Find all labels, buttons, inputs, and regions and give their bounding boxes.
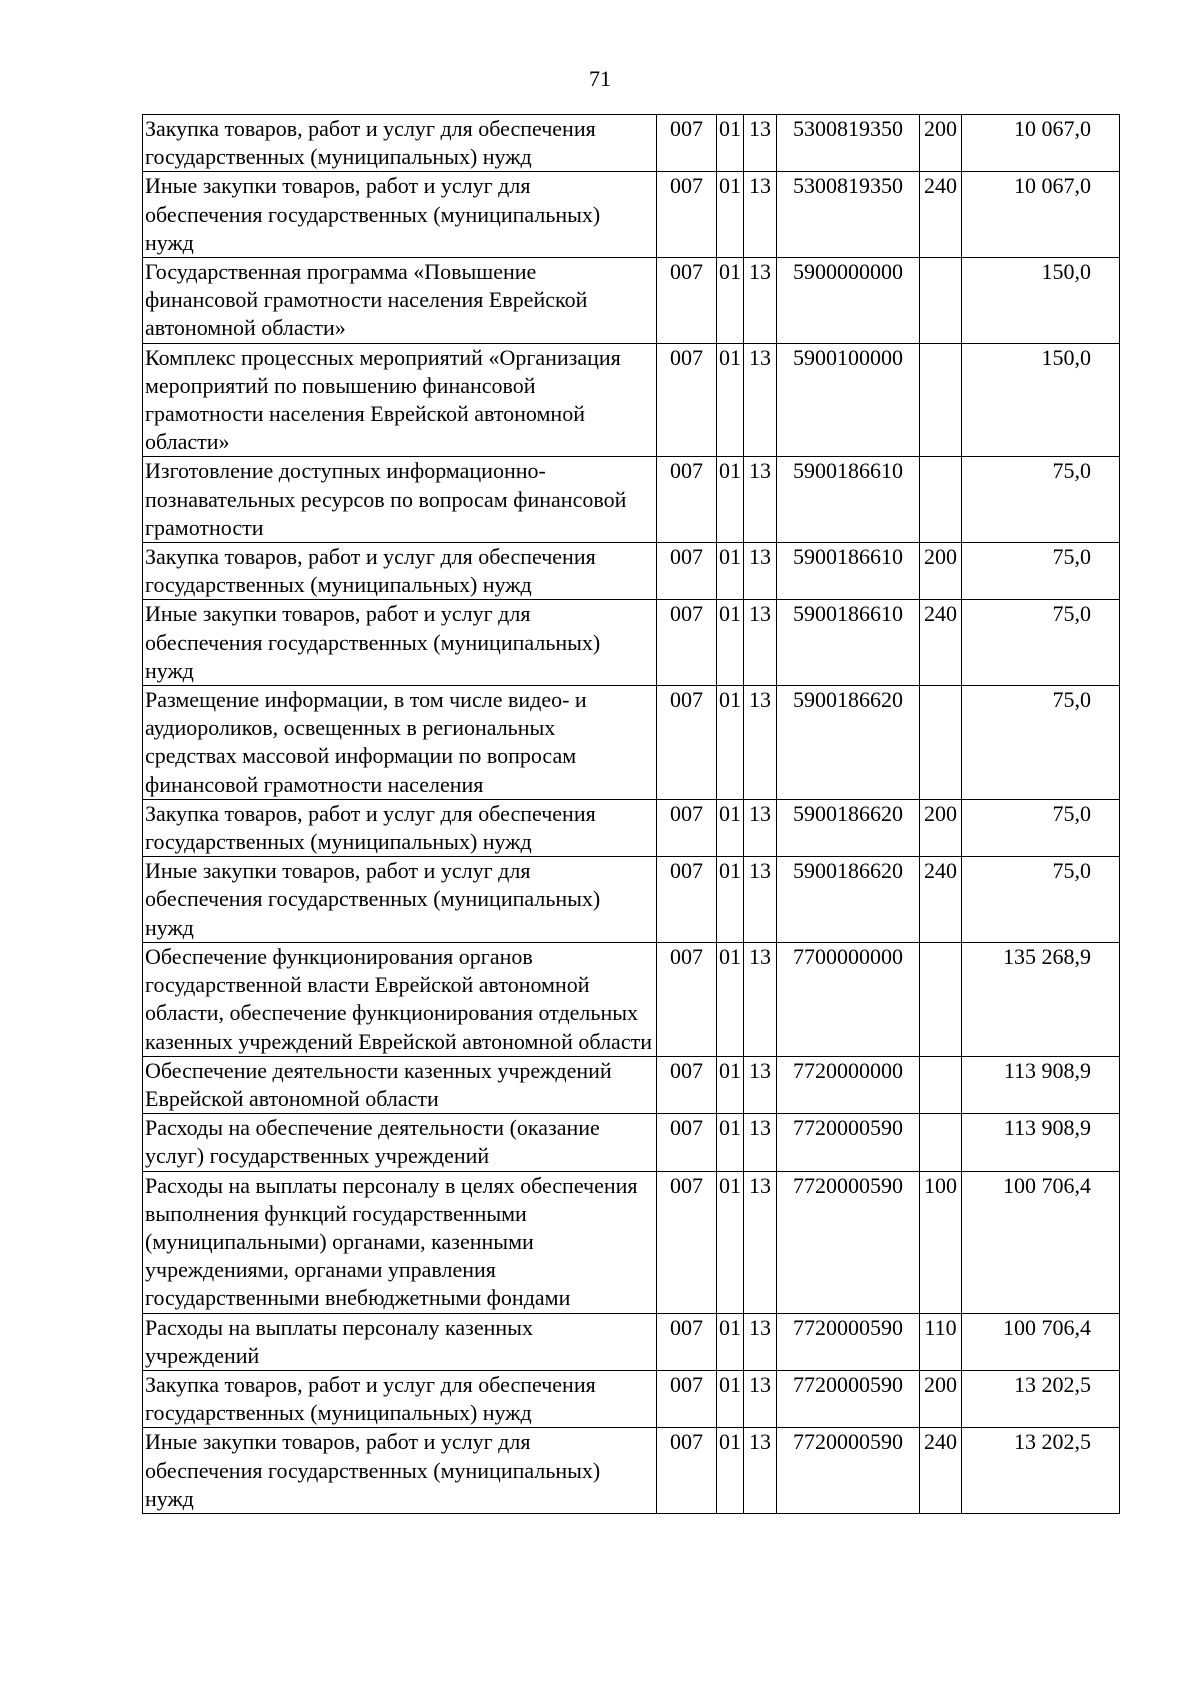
row-name-cell: Иные закупки товаров, работ и услуг для обеспечения государственных (муниципальных) нужд (143, 172, 657, 258)
row-subsection-cell: 13 (744, 543, 777, 600)
table-row (143, 457, 1120, 543)
table-row (143, 799, 1120, 856)
row-expense-type-cell (920, 1056, 962, 1113)
row-expense-type-cell: 200 (920, 799, 962, 856)
row-section-cell: 01 (717, 115, 744, 172)
row-admin-code-cell: 007 (657, 799, 717, 856)
row-amount-cell: 100 706,4 (962, 1171, 1120, 1313)
row-target-article-cell: 5900000000 (777, 258, 920, 344)
row-target-article-cell: 7720000000 (777, 1056, 920, 1113)
row-admin-code-cell: 007 (657, 942, 717, 1056)
row-admin-code-cell: 007 (657, 1370, 717, 1427)
row-section-cell: 01 (717, 172, 744, 258)
row-name-cell: Обеспечение деятельности казенных учреждений Еврейской автономной области (143, 1056, 657, 1113)
row-expense-type-cell: 240 (920, 1428, 962, 1514)
row-amount-cell: 135 268,9 (962, 942, 1120, 1056)
row-subsection-cell: 13 (744, 942, 777, 1056)
row-subsection-cell: 13 (744, 1313, 777, 1370)
row-name-cell: Иные закупки товаров, работ и услуг для обеспечения государственных (муниципальных) нужд (143, 600, 657, 686)
row-amount-cell: 75,0 (962, 799, 1120, 856)
row-section-cell: 01 (717, 1370, 744, 1427)
row-section-cell: 01 (717, 799, 744, 856)
row-admin-code-cell: 007 (657, 1171, 717, 1313)
row-subsection-cell: 13 (744, 258, 777, 344)
table-row (143, 1171, 1120, 1313)
row-target-article-cell: 7720000590 (777, 1428, 920, 1514)
table-row (143, 857, 1120, 943)
row-section-cell: 01 (717, 343, 744, 457)
row-subsection-cell: 13 (744, 857, 777, 943)
row-subsection-cell: 13 (744, 457, 777, 543)
row-admin-code-cell: 007 (657, 258, 717, 344)
row-section-cell: 01 (717, 1171, 744, 1313)
row-target-article-cell: 5900186610 (777, 600, 920, 686)
row-subsection-cell: 13 (744, 799, 777, 856)
table-row (143, 1428, 1120, 1514)
row-subsection-cell: 13 (744, 172, 777, 258)
row-subsection-cell: 13 (744, 1114, 777, 1171)
row-amount-cell: 150,0 (962, 258, 1120, 344)
row-target-article-cell: 7720000590 (777, 1313, 920, 1370)
table-row (143, 1370, 1120, 1427)
row-admin-code-cell: 007 (657, 1056, 717, 1113)
row-admin-code-cell: 007 (657, 600, 717, 686)
row-amount-cell: 75,0 (962, 543, 1120, 600)
row-admin-code-cell: 007 (657, 1428, 717, 1514)
row-subsection-cell: 13 (744, 1428, 777, 1514)
row-section-cell: 01 (717, 1056, 744, 1113)
row-subsection-cell: 13 (744, 686, 777, 800)
row-amount-cell: 10 067,0 (962, 115, 1120, 172)
row-expense-type-cell: 240 (920, 172, 962, 258)
row-section-cell: 01 (717, 457, 744, 543)
row-target-article-cell: 5900186610 (777, 543, 920, 600)
budget-table (142, 114, 1120, 1514)
row-admin-code-cell: 007 (657, 343, 717, 457)
row-section-cell: 01 (717, 857, 744, 943)
row-section-cell: 01 (717, 686, 744, 800)
table-row (143, 1114, 1120, 1171)
row-name-cell: Закупка товаров, работ и услуг для обеспечения государственных (муниципальных) нужд (143, 1370, 657, 1427)
row-name-cell: Расходы на обеспечение деятельности (оказание услуг) государственных учреждений (143, 1114, 657, 1171)
row-target-article-cell: 5300819350 (777, 172, 920, 258)
row-expense-type-cell: 200 (920, 543, 962, 600)
row-target-article-cell: 5900186620 (777, 686, 920, 800)
row-amount-cell: 75,0 (962, 686, 1120, 800)
row-expense-type-cell: 240 (920, 600, 962, 686)
row-target-article-cell: 7700000000 (777, 942, 920, 1056)
row-amount-cell: 75,0 (962, 857, 1120, 943)
page-number: 71 (589, 66, 611, 91)
row-section-cell: 01 (717, 600, 744, 686)
row-subsection-cell: 13 (744, 1370, 777, 1427)
row-section-cell: 01 (717, 1428, 744, 1514)
table-row (143, 1313, 1120, 1370)
row-subsection-cell: 13 (744, 1171, 777, 1313)
row-admin-code-cell: 007 (657, 1313, 717, 1370)
row-subsection-cell: 13 (744, 600, 777, 686)
table-row (143, 686, 1120, 800)
row-expense-type-cell: 200 (920, 115, 962, 172)
row-name-cell: Обеспечение функционирования органов государственной власти Еврейской автономной области, обеспечение функционирования отдельных казенных учреждений Еврейской автономной области (143, 942, 657, 1056)
row-section-cell: 01 (717, 543, 744, 600)
row-expense-type-cell (920, 1114, 962, 1171)
table-row (143, 258, 1120, 344)
row-admin-code-cell: 007 (657, 115, 717, 172)
row-name-cell: Закупка товаров, работ и услуг для обеспечения государственных (муниципальных) нужд (143, 115, 657, 172)
row-expense-type-cell (920, 942, 962, 1056)
row-expense-type-cell: 100 (920, 1171, 962, 1313)
row-target-article-cell: 5900186620 (777, 799, 920, 856)
row-admin-code-cell: 007 (657, 543, 717, 600)
row-expense-type-cell: 110 (920, 1313, 962, 1370)
table-row (143, 115, 1120, 172)
row-admin-code-cell: 007 (657, 172, 717, 258)
row-name-cell: Изготовление доступных информационно-познавательных ресурсов по вопросам финансовой грамотности (143, 457, 657, 543)
row-target-article-cell: 5900100000 (777, 343, 920, 457)
row-target-article-cell: 5900186620 (777, 857, 920, 943)
row-section-cell: 01 (717, 1313, 744, 1370)
row-amount-cell: 13 202,5 (962, 1428, 1120, 1514)
table-row (143, 343, 1120, 457)
row-admin-code-cell: 007 (657, 457, 717, 543)
row-expense-type-cell (920, 258, 962, 344)
row-amount-cell: 150,0 (962, 343, 1120, 457)
row-name-cell: Размещение информации, в том числе видео- и аудиороликов, освещенных в региональных средствах массовой информации по вопросам финансовой грамотности населения (143, 686, 657, 800)
row-amount-cell: 100 706,4 (962, 1313, 1120, 1370)
table-row (143, 543, 1120, 600)
row-target-article-cell: 7720000590 (777, 1370, 920, 1427)
row-expense-type-cell (920, 457, 962, 543)
row-amount-cell: 113 908,9 (962, 1056, 1120, 1113)
row-name-cell: Расходы на выплаты персоналу казенных учреждений (143, 1313, 657, 1370)
row-expense-type-cell (920, 343, 962, 457)
table-row (143, 1056, 1120, 1113)
row-name-cell: Государственная программа «Повышение финансовой грамотности населения Еврейской автономной области» (143, 258, 657, 344)
row-section-cell: 01 (717, 258, 744, 344)
row-admin-code-cell: 007 (657, 857, 717, 943)
table-row (143, 172, 1120, 258)
row-expense-type-cell: 240 (920, 857, 962, 943)
row-admin-code-cell: 007 (657, 686, 717, 800)
row-target-article-cell: 5300819350 (777, 115, 920, 172)
row-subsection-cell: 13 (744, 343, 777, 457)
budget-table-body (143, 115, 1120, 1514)
row-target-article-cell: 7720000590 (777, 1114, 920, 1171)
row-subsection-cell: 13 (744, 1056, 777, 1113)
row-subsection-cell: 13 (744, 115, 777, 172)
row-amount-cell: 75,0 (962, 457, 1120, 543)
row-expense-type-cell (920, 686, 962, 800)
row-amount-cell: 75,0 (962, 600, 1120, 686)
row-section-cell: 01 (717, 1114, 744, 1171)
row-amount-cell: 10 067,0 (962, 172, 1120, 258)
row-amount-cell: 13 202,5 (962, 1370, 1120, 1427)
row-amount-cell: 113 908,9 (962, 1114, 1120, 1171)
table-row (143, 942, 1120, 1056)
row-name-cell: Расходы на выплаты персоналу в целях обеспечения выполнения функций государственными (муниципальными) органами, казенными учреждениями, органами управления государственными внебюджетными фондами (143, 1171, 657, 1313)
row-target-article-cell: 5900186610 (777, 457, 920, 543)
row-target-article-cell: 7720000590 (777, 1171, 920, 1313)
row-name-cell: Иные закупки товаров, работ и услуг для обеспечения государственных (муниципальных) нужд (143, 857, 657, 943)
row-section-cell: 01 (717, 942, 744, 1056)
row-admin-code-cell: 007 (657, 1114, 717, 1171)
row-name-cell: Иные закупки товаров, работ и услуг для обеспечения государственных (муниципальных) нужд (143, 1428, 657, 1514)
table-row (143, 600, 1120, 686)
row-name-cell: Закупка товаров, работ и услуг для обеспечения государственных (муниципальных) нужд (143, 543, 657, 600)
row-expense-type-cell: 200 (920, 1370, 962, 1427)
row-name-cell: Комплекс процессных мероприятий «Организация мероприятий по повышению финансовой грамотности населения Еврейской автономной области» (143, 343, 657, 457)
row-name-cell: Закупка товаров, работ и услуг для обеспечения государственных (муниципальных) нужд (143, 799, 657, 856)
